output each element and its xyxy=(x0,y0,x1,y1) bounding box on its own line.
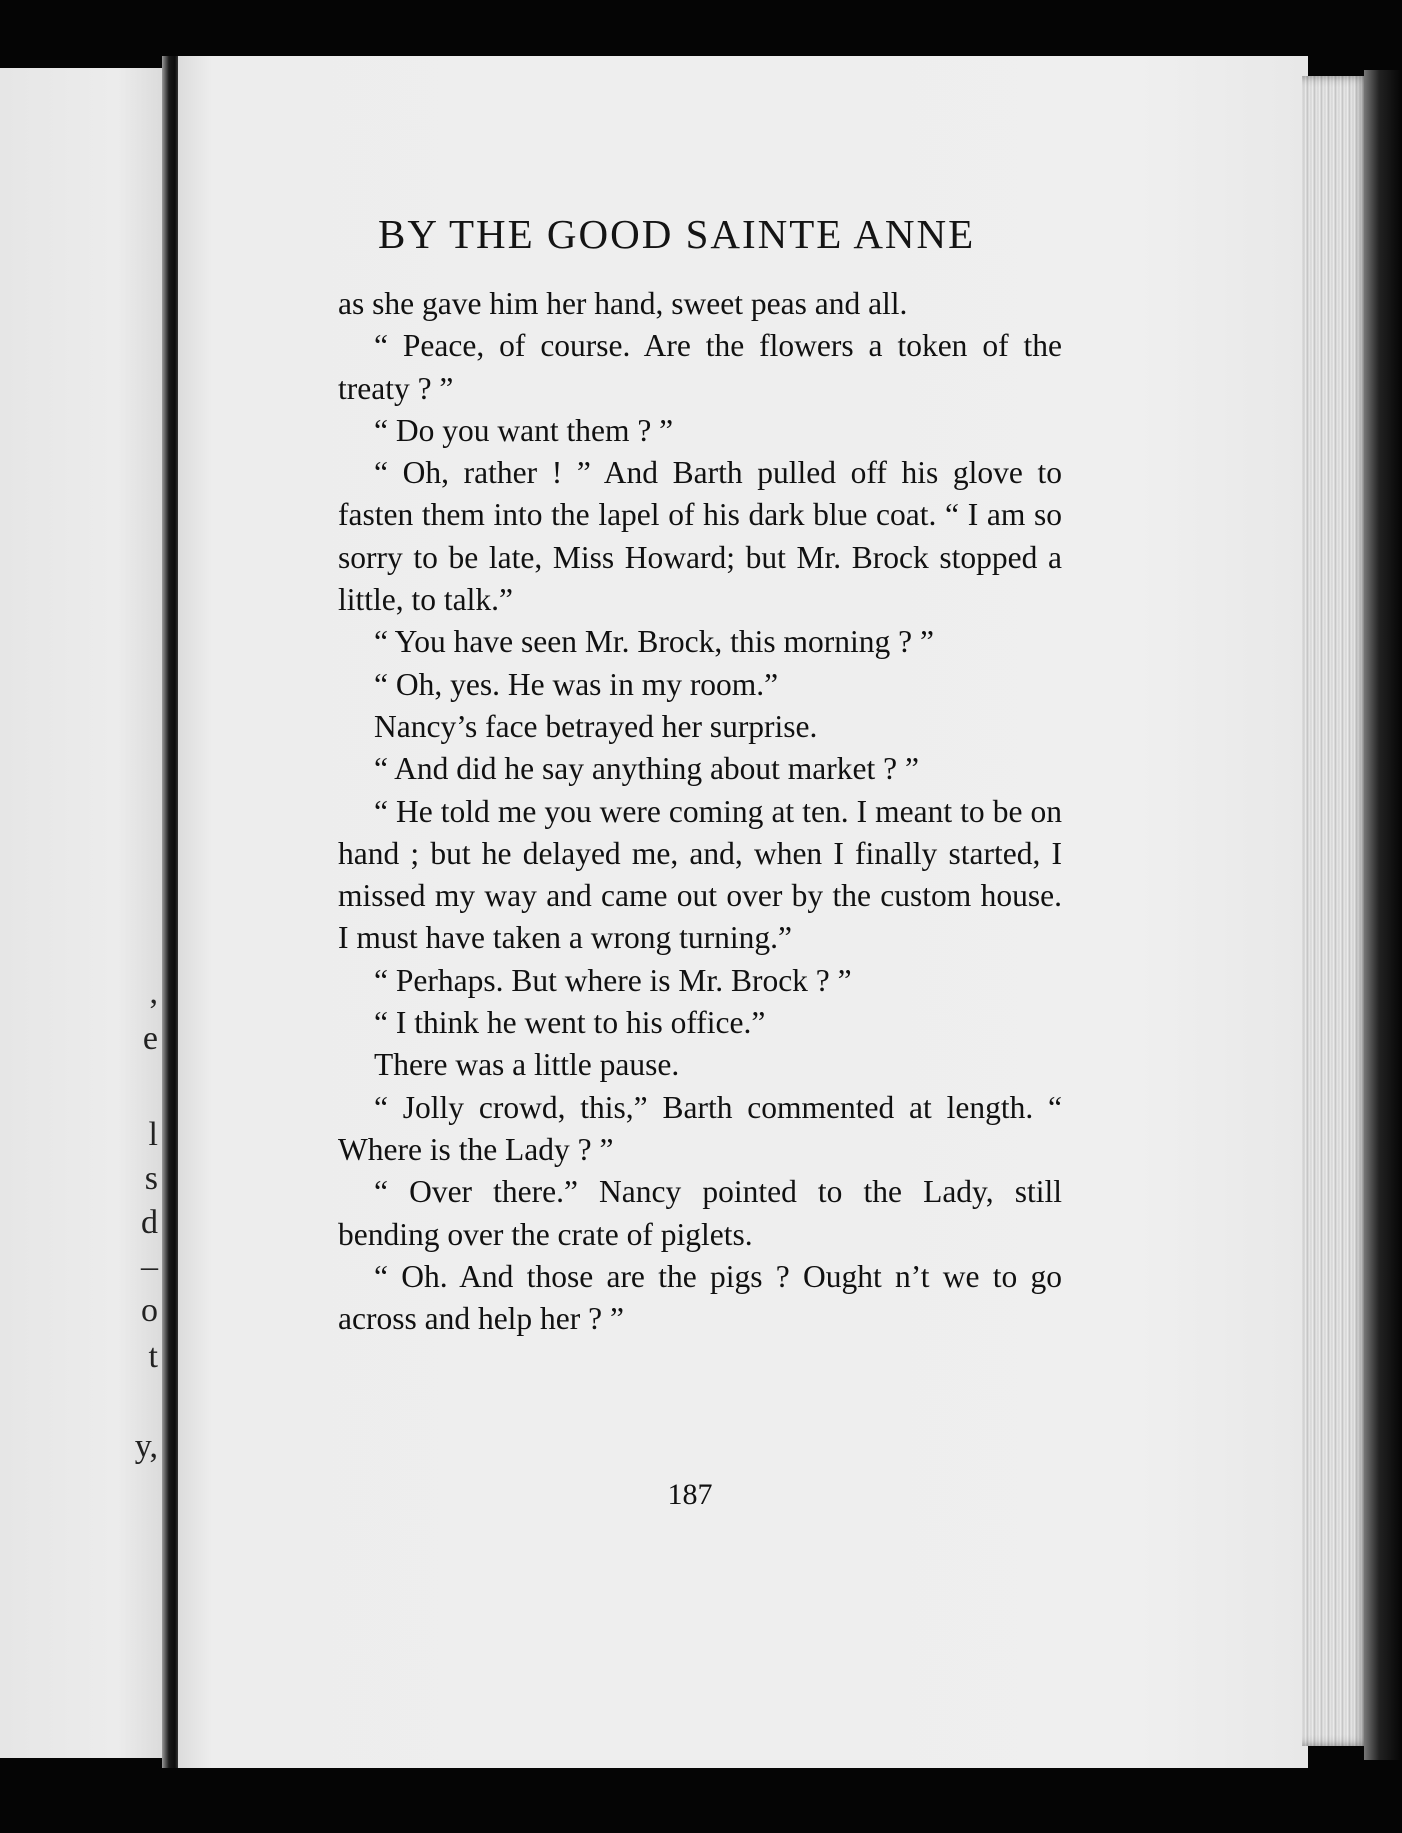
paragraph: “ You have seen Mr. Brock, this morning ? ” xyxy=(374,624,934,660)
left-page-fragment: – xyxy=(141,1248,158,1285)
paragraph: “ Jolly crowd, this,” Barth commented at length. “ Where is the Lady ? ” xyxy=(338,1089,1062,1167)
left-page-fragment: e xyxy=(142,1020,158,1057)
left-page-fragment: t xyxy=(148,1338,158,1375)
paragraph: “ Oh, rather ! ” And Barth pulled off his glove to fasten them into the lapel of his dark blue coat. “ I am so sorry to be late, Miss Howard; but Mr. Brock stopped a little, to talk.” xyxy=(338,455,1062,618)
left-page-fragment: , xyxy=(149,974,158,1011)
paragraph: “ Perhaps. But where is Mr. Brock ? ” xyxy=(374,962,852,998)
page-edge-shadow xyxy=(1364,70,1402,1760)
left-page-fragment: d xyxy=(141,1204,158,1241)
left-page-fragment: l xyxy=(148,1116,158,1153)
paragraph: “ Peace, of course. Are the flowers a token of the treaty ? ” xyxy=(338,328,1062,406)
paragraph: There was a little pause. xyxy=(374,1047,680,1083)
left-page-fragment: o xyxy=(141,1292,158,1329)
paragraph: Nancy’s face betrayed her surprise. xyxy=(374,708,818,744)
paragraph: “ Oh, yes. He was in my room.” xyxy=(374,666,779,702)
left-page-fragment: s xyxy=(144,1160,158,1197)
paragraph: “ Do you want them ? ” xyxy=(374,412,674,448)
left-page-fragment: y, xyxy=(134,1428,158,1465)
paragraph: “ He told me you were coming at ten. I meant to be on hand ; but he delayed me, and, when I finally started, I missed my way and came out over by the custom house. I must have taken a wrong turning.” xyxy=(338,793,1062,956)
paragraph: “ Over there.” Nancy pointed to the Lady, still bending over the crate of piglets. xyxy=(338,1174,1062,1252)
running-head: BY THE GOOD SAINTE ANNE xyxy=(378,211,976,257)
paragraph: as she gave him her hand, sweet peas and all. xyxy=(338,286,908,321)
left-page xyxy=(0,68,168,1758)
paragraph: “ I think he went to his office.” xyxy=(374,1005,766,1041)
paragraph: “ Oh. And those are the pigs ? Ought n’t we to go across and help her ? ” xyxy=(338,1258,1062,1337)
page-fore-edge xyxy=(1302,76,1368,1746)
paragraph: “ And did he say anything about market ? ” xyxy=(374,751,919,787)
page-number: 187 xyxy=(667,1478,713,1511)
page-body xyxy=(338,283,1062,1340)
